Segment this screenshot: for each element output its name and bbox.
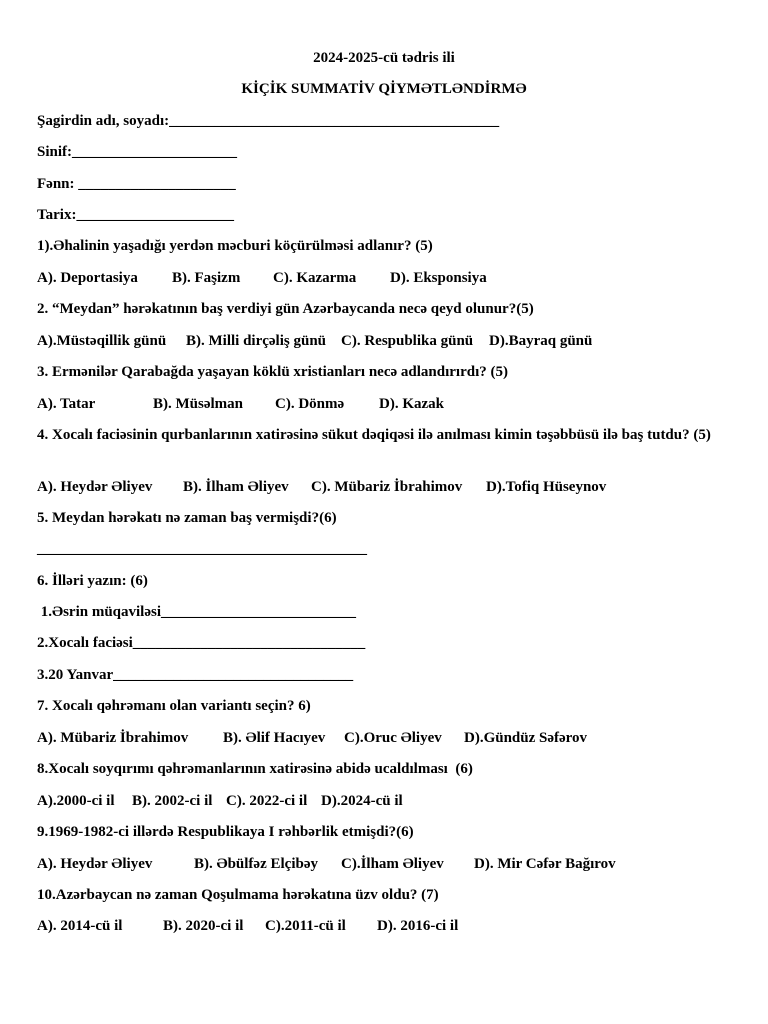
option-c: C). Dönmə bbox=[275, 396, 345, 412]
year-item-3: 3.20 Yanvar________________________________ bbox=[37, 667, 354, 683]
option-c: C). Mübariz İbrahimov bbox=[311, 479, 463, 495]
question-1: 1).Əhalinin yaşadığı yerdən məcburi köçürülməsi adlanır? (5) bbox=[37, 238, 433, 254]
option-b: B). Əlif Hacıyev bbox=[223, 730, 326, 746]
option-b: B). 2020-ci il bbox=[163, 918, 244, 934]
option-c: C).Oruc Əliyev bbox=[344, 730, 442, 746]
year-item-2: 2.Xocalı faciəsi_______________________________ bbox=[37, 635, 366, 651]
question-6: 6. İlləri yazın: (6) bbox=[37, 573, 148, 589]
option-c: C). Respublika günü bbox=[341, 333, 474, 349]
option-c: C).2011-cü il bbox=[265, 918, 346, 934]
class-field: Sinif:______________________ bbox=[37, 144, 238, 160]
option-a: A). Mübariz İbrahimov bbox=[37, 730, 189, 746]
question-4: 4. Xocalı faciəsinin qurbanlarının xatirəsinə sükut dəqiqəsi ilə anılması kimin təşəbbüsü ilə baş tutdu? (5) bbox=[37, 427, 711, 443]
option-a: A). Deportasiya bbox=[37, 270, 138, 286]
option-d: D). 2016-ci il bbox=[377, 918, 459, 934]
option-d: D). Eksponsiya bbox=[390, 270, 487, 286]
option-b: B). Faşizm bbox=[172, 270, 241, 286]
question-3: 3. Ermənilər Qarabağda yaşayan köklü xristianları necə adlandırırdı? (5) bbox=[37, 364, 508, 380]
option-b: B). Milli dirçəliş günü bbox=[186, 333, 327, 349]
option-d: D).2024-cü il bbox=[321, 793, 403, 809]
option-b: B). İlham Əliyev bbox=[183, 479, 289, 495]
student-name-field: Şagirdin adı, soyadı:____________________________________________ bbox=[37, 113, 500, 129]
option-d: D). Mir Cəfər Bağırov bbox=[474, 856, 616, 872]
option-c: C). 2022-ci il bbox=[226, 793, 308, 809]
question-5: 5. Meydan hərəkatı nə zaman baş vermişdi?(6) bbox=[37, 510, 337, 526]
option-a: A).Müstəqillik günü bbox=[37, 333, 167, 349]
date-field: Tarix:_____________________ bbox=[37, 207, 234, 223]
page-title: KİÇİK SUMMATİV QİYMƏTLƏNDİRMƏ bbox=[241, 81, 527, 97]
option-a: A). Heydər Əliyev bbox=[37, 479, 153, 495]
option-d: D).Gündüz Səfərov bbox=[464, 730, 588, 746]
question-9: 9.1969-1982-ci illərdə Respublikaya I rəhbərlik etmişdi?(6) bbox=[37, 824, 414, 840]
option-b: B). 2002-ci il bbox=[132, 793, 213, 809]
question-7: 7. Xocalı qəhrəmanı olan variantı seçin? 6) bbox=[37, 698, 311, 714]
option-a: A). Tatar bbox=[37, 396, 96, 412]
question-8: 8.Xocalı soyqırımı qəhrəmanlarının xatirəsinə abidə ucaldılması (6) bbox=[37, 761, 473, 777]
option-b: B). Müsəlman bbox=[153, 396, 243, 412]
option-c: C).İlham Əliyev bbox=[341, 856, 444, 872]
option-a: A).2000-ci il bbox=[37, 793, 115, 809]
subject-field: Fənn: _____________________ bbox=[37, 176, 236, 192]
option-c: C). Kazarma bbox=[273, 270, 357, 286]
option-d: D). Kazak bbox=[379, 396, 444, 412]
question-2: 2. “Meydan” hərəkatının baş verdiyi gün Azərbaycanda necə qeyd olunur?(5) bbox=[37, 301, 534, 317]
answer-line: ____________________________________________ bbox=[37, 541, 367, 557]
year-item-1: 1.Əsrin müqaviləsi__________________________ bbox=[37, 604, 357, 620]
school-year: 2024-2025-cü tədris ili bbox=[313, 50, 455, 66]
question-10: 10.Azərbaycan nə zaman Qoşulmama hərəkatına üzv oldu? (7) bbox=[37, 887, 439, 903]
option-a: A). Heydər Əliyev bbox=[37, 856, 153, 872]
option-d: D).Tofiq Hüseynov bbox=[486, 479, 607, 495]
option-d: D).Bayraq günü bbox=[489, 333, 593, 349]
option-a: A). 2014-cü il bbox=[37, 918, 123, 934]
option-b: B). Əbülfəz Elçibəy bbox=[194, 856, 318, 872]
